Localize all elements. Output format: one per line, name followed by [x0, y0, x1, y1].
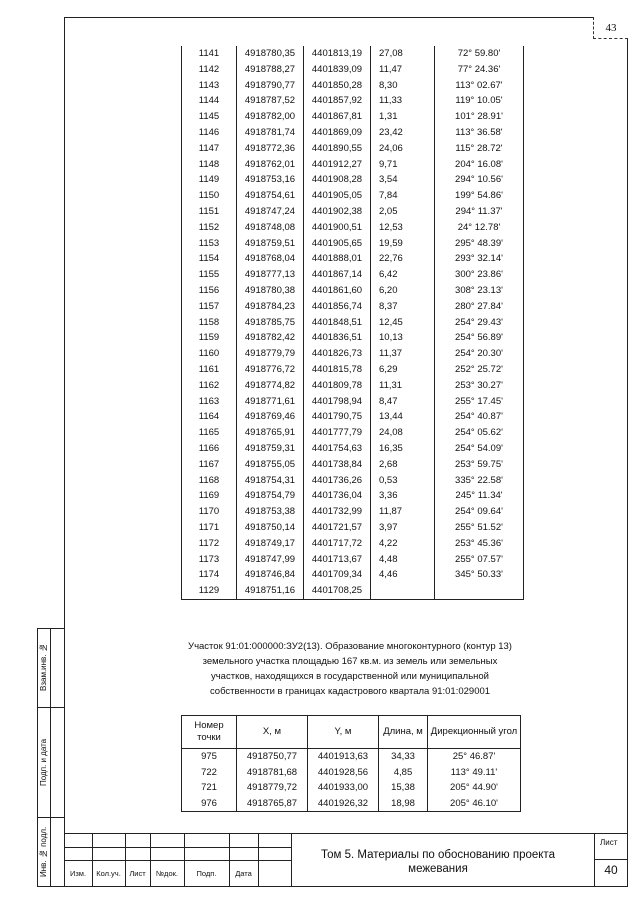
table-cell: 294° 10.56' [435, 172, 524, 188]
table-cell: 4401856,74 [304, 299, 371, 315]
table-cell: 1171 [182, 520, 237, 536]
table-cell: 4401905,05 [304, 188, 371, 204]
table-cell: 254° 09.64' [435, 504, 524, 520]
table-row [182, 457, 524, 473]
table-cell: 4401850,28 [304, 78, 371, 94]
table-cell: 1170 [182, 504, 237, 520]
table-cell: 4401836,51 [304, 330, 371, 346]
table-cell: 6,29 [371, 362, 435, 378]
column-header: X, м [237, 716, 308, 749]
table-cell: 4918754,79 [237, 488, 304, 504]
table-cell: 4918750,14 [237, 520, 304, 536]
table-cell: 12,45 [371, 315, 435, 331]
table-cell: 13,44 [371, 409, 435, 425]
table-cell: 1169 [182, 488, 237, 504]
table-cell: 4,48 [371, 552, 435, 568]
table-cell: 4918759,31 [237, 441, 304, 457]
table-cell: 113° 49.11' [428, 765, 521, 781]
table-cell: 3,97 [371, 520, 435, 536]
table-cell: 115° 28.72' [435, 141, 524, 157]
table-cell: 1146 [182, 125, 237, 141]
table-row [182, 780, 521, 796]
table-row [182, 583, 524, 599]
table-row [182, 567, 524, 583]
title-block-col-label: Лист [129, 869, 146, 878]
boundary-coordinates-table [181, 46, 524, 600]
table-cell: 4918771,61 [237, 394, 304, 410]
table-cell: 4401900,51 [304, 220, 371, 236]
table-row [182, 93, 524, 109]
table-row [182, 188, 524, 204]
table-cell: 4918751,16 [237, 583, 304, 599]
table-cell: 255° 07.57' [435, 552, 524, 568]
table-cell: 4918779,79 [237, 346, 304, 362]
table-cell: 4401928,56 [308, 765, 379, 781]
table-cell: 119° 10.05' [435, 93, 524, 109]
table-cell: 1168 [182, 473, 237, 489]
table-cell: 4918746,84 [237, 567, 304, 583]
table-cell: 1166 [182, 441, 237, 457]
table-row [182, 141, 524, 157]
table-row [182, 362, 524, 378]
table-row [182, 536, 524, 552]
table-cell: 1141 [182, 46, 237, 62]
table-cell: 1174 [182, 567, 237, 583]
column-header: Номер точки [182, 716, 237, 749]
table-row [182, 425, 524, 441]
table-cell: 8,47 [371, 394, 435, 410]
table-cell: 1160 [182, 346, 237, 362]
table-cell: 4918754,61 [237, 188, 304, 204]
table-cell: 4401754,63 [304, 441, 371, 457]
table-cell: 4918784,23 [237, 299, 304, 315]
table-row [182, 441, 524, 457]
table-cell: 1167 [182, 457, 237, 473]
table-cell: 1151 [182, 204, 237, 220]
table-cell: 4401890,55 [304, 141, 371, 157]
table-cell: 255° 51.52' [435, 520, 524, 536]
table-cell: 4918787,52 [237, 93, 304, 109]
table-cell: 4918754,31 [237, 473, 304, 489]
table-cell: 4401790,75 [304, 409, 371, 425]
table-row [182, 488, 524, 504]
table-cell: 204° 16.08' [435, 157, 524, 173]
table-row [182, 172, 524, 188]
table-row [182, 62, 524, 78]
table-cell: 4918765,91 [237, 425, 304, 441]
column-header: Длина, м [379, 716, 428, 749]
table-cell: 101° 28.91' [435, 109, 524, 125]
plot-description: Участок 91:01:000000:ЗУ2(13). Образование многоконтурного (контур 13) земельного участка площадью 167 кв.м. из земель или земельных участков, находящихся в государственной или муниципальной собственности в границах кадастрового квартала 91:01:029001 [188, 641, 512, 697]
table-cell: 4918772,36 [237, 141, 304, 157]
table-cell: 113° 02.67' [435, 78, 524, 94]
title-block-col-label: Изм. [69, 869, 87, 878]
table-cell: 12,53 [371, 220, 435, 236]
frame-border-bottom [37, 886, 628, 887]
table-row [182, 330, 524, 346]
table-cell: 4401732,99 [304, 504, 371, 520]
table-cell: 3,36 [371, 488, 435, 504]
side-label-signature-date: Подп. и дата [39, 738, 48, 786]
table-cell: 254° 29.43' [435, 315, 524, 331]
table-cell: 1149 [182, 172, 237, 188]
table-cell: 975 [182, 749, 237, 765]
table-cell: 4401905,65 [304, 236, 371, 252]
title-block-line [64, 860, 291, 861]
table-cell: 4918785,75 [237, 315, 304, 331]
table-cell: 254° 20.30' [435, 346, 524, 362]
table-cell: 24,06 [371, 141, 435, 157]
table-cell: 4918776,72 [237, 362, 304, 378]
table-row [182, 346, 524, 362]
table-cell: 19,59 [371, 236, 435, 252]
table-cell: 254° 56.89' [435, 330, 524, 346]
side-label-replacement-inv: Взам.инв. № [39, 643, 48, 692]
table-cell: 11,31 [371, 378, 435, 394]
table-cell: 7,84 [371, 188, 435, 204]
table-cell: 253° 59.75' [435, 457, 524, 473]
title-block-col-label: Дата [235, 869, 252, 878]
table-cell: 4401809,78 [304, 378, 371, 394]
table-cell: 11,33 [371, 93, 435, 109]
table-cell: 11,37 [371, 346, 435, 362]
table-row [182, 236, 524, 252]
table-cell: 294° 11.37' [435, 204, 524, 220]
table-cell: 4918747,24 [237, 204, 304, 220]
table-cell: 4918759,51 [237, 236, 304, 252]
table-cell [435, 583, 524, 599]
table-cell: 199° 54.86' [435, 188, 524, 204]
table-row [182, 204, 524, 220]
title-block-col-label: Кол.уч. [96, 869, 121, 878]
table-cell: 4918748,08 [237, 220, 304, 236]
table-cell: 976 [182, 796, 237, 812]
table-cell: 4401867,14 [304, 267, 371, 283]
table-cell: 4918788,27 [237, 62, 304, 78]
table-cell: 1144 [182, 93, 237, 109]
title-block-line [92, 833, 93, 886]
table-cell: 4918780,38 [237, 283, 304, 299]
table-cell: 1129 [182, 583, 237, 599]
table-cell: 293° 32.14' [435, 251, 524, 267]
title-block-line [150, 833, 151, 886]
side-label-original-inv: Инв. № подл. [39, 826, 48, 877]
title-block-line [64, 847, 291, 848]
table-cell: 4401861,60 [304, 283, 371, 299]
table-cell: 295° 48.39' [435, 236, 524, 252]
title-block-col-label: Подп. [196, 869, 217, 878]
table-cell: 113° 36.58' [435, 125, 524, 141]
table-cell: 4401708,25 [304, 583, 371, 599]
title-block-line [229, 833, 230, 886]
table-cell: 4918790,77 [237, 78, 304, 94]
table-cell: 4401869,09 [304, 125, 371, 141]
table-cell: 22,76 [371, 251, 435, 267]
title-block-line [594, 859, 628, 860]
table-cell: 253° 45.36' [435, 536, 524, 552]
table-cell: 4918780,35 [237, 46, 304, 62]
table-cell: 23,42 [371, 125, 435, 141]
table-cell: 4,46 [371, 567, 435, 583]
table-cell: 1150 [182, 188, 237, 204]
table-cell: 4401913,63 [308, 749, 379, 765]
table-cell: 1157 [182, 299, 237, 315]
table-cell: 721 [182, 780, 237, 796]
frame-border-right [627, 38, 628, 887]
table-row [182, 46, 524, 62]
plot-coordinates-table [181, 715, 521, 812]
title-block-line [258, 833, 259, 886]
table-row [182, 394, 524, 410]
table-row [182, 765, 521, 781]
table-cell: 4918781,68 [237, 765, 308, 781]
sheet-number: 40 [604, 863, 618, 877]
title-block-line [125, 833, 126, 886]
table-cell: 1156 [182, 283, 237, 299]
table-cell: 4918762,01 [237, 157, 304, 173]
table-cell: 4,22 [371, 536, 435, 552]
title-block-line [184, 833, 185, 886]
table-row [182, 299, 524, 315]
table-row [182, 378, 524, 394]
table-row [182, 520, 524, 536]
table-cell: 4401798,94 [304, 394, 371, 410]
table-cell: 4401857,92 [304, 93, 371, 109]
title-block-line [594, 833, 595, 886]
table-cell: 9,71 [371, 157, 435, 173]
table-cell: 8,30 [371, 78, 435, 94]
column-header: Y, м [308, 716, 379, 749]
column-header: Дирекционный угол [428, 716, 521, 749]
title-block-line [64, 833, 628, 834]
table-cell: 11,47 [371, 62, 435, 78]
table-cell: 1147 [182, 141, 237, 157]
table-cell: 1154 [182, 251, 237, 267]
table-cell: 4918782,00 [237, 109, 304, 125]
table-cell: 3,54 [371, 172, 435, 188]
title-block-col-label: №док. [156, 869, 178, 878]
table-cell: 4918750,77 [237, 749, 308, 765]
table-cell: 254° 40.87' [435, 409, 524, 425]
table-cell: 254° 54.09' [435, 441, 524, 457]
table-cell: 4401813,19 [304, 46, 371, 62]
table-row [182, 504, 524, 520]
table-row [182, 409, 524, 425]
table-row [182, 220, 524, 236]
table-cell: 4401736,04 [304, 488, 371, 504]
table-cell: 4401902,38 [304, 204, 371, 220]
table-cell: 1162 [182, 378, 237, 394]
table-cell: 1145 [182, 109, 237, 125]
table-cell: 4918769,46 [237, 409, 304, 425]
table-cell: 6,20 [371, 283, 435, 299]
table-cell: 254° 05.62' [435, 425, 524, 441]
table-cell: 280° 27.84' [435, 299, 524, 315]
table-cell: 245° 11.34' [435, 488, 524, 504]
table-cell: 4918749,17 [237, 536, 304, 552]
table-cell: 4401713,67 [304, 552, 371, 568]
table-cell: 4401839,09 [304, 62, 371, 78]
table-cell: 1,31 [371, 109, 435, 125]
table-cell: 4918777,13 [237, 267, 304, 283]
table-cell: 4918781,74 [237, 125, 304, 141]
sheet-label: Лист [600, 838, 618, 847]
table-cell: 1163 [182, 394, 237, 410]
table-cell: 4,85 [379, 765, 428, 781]
table-cell: 1172 [182, 536, 237, 552]
table-cell: 4918765,87 [237, 796, 308, 812]
corner-page-number: 43 [593, 17, 628, 39]
table-cell: 4401709,34 [304, 567, 371, 583]
table-cell: 4918755,05 [237, 457, 304, 473]
table-cell: 345° 50.33' [435, 567, 524, 583]
table-cell: 4401738,84 [304, 457, 371, 473]
table-cell: 2,05 [371, 204, 435, 220]
table-row [182, 267, 524, 283]
table-cell: 4401933,00 [308, 780, 379, 796]
table-cell: 1165 [182, 425, 237, 441]
table-row [182, 473, 524, 489]
table-cell: 25° 46.87' [428, 749, 521, 765]
table-cell: 300° 23.86' [435, 267, 524, 283]
table-cell: 10,13 [371, 330, 435, 346]
table-row [182, 552, 524, 568]
table-cell: 2,68 [371, 457, 435, 473]
table-cell: 252° 25.72' [435, 362, 524, 378]
table-row [182, 78, 524, 94]
table-cell: 72° 59.80' [435, 46, 524, 62]
table-cell: 1152 [182, 220, 237, 236]
table-cell: 1143 [182, 78, 237, 94]
table-cell [371, 583, 435, 599]
table-cell: 4918753,38 [237, 504, 304, 520]
table-row [182, 109, 524, 125]
table-cell: 205° 46.10' [428, 796, 521, 812]
table-cell: 1164 [182, 409, 237, 425]
table-cell: 77° 24.36' [435, 62, 524, 78]
table-cell: 1158 [182, 315, 237, 331]
table-cell: 4401815,78 [304, 362, 371, 378]
table-cell: 335° 22.58' [435, 473, 524, 489]
table-row [182, 251, 524, 267]
table-cell: 4401912,27 [304, 157, 371, 173]
table-cell: 1173 [182, 552, 237, 568]
table-cell: 4401826,73 [304, 346, 371, 362]
table-cell: 34,33 [379, 749, 428, 765]
table-cell: 4918779,72 [237, 780, 308, 796]
table-row [182, 796, 521, 812]
table-cell: 4918768,04 [237, 251, 304, 267]
table-cell: 1148 [182, 157, 237, 173]
table-cell: 8,37 [371, 299, 435, 315]
table-cell: 4401777,79 [304, 425, 371, 441]
table-cell: 1161 [182, 362, 237, 378]
document-title: Том 5. Материалы по обоснованию проекта межевания [321, 849, 555, 875]
table-cell: 0,53 [371, 473, 435, 489]
table-cell: 24° 12.78' [435, 220, 524, 236]
table-row [182, 315, 524, 331]
table-cell: 16,35 [371, 441, 435, 457]
frame-border-top [64, 17, 594, 18]
table-cell: 253° 30.27' [435, 378, 524, 394]
table-cell: 4918753,16 [237, 172, 304, 188]
table-cell: 308° 23.13' [435, 283, 524, 299]
table-row [182, 157, 524, 173]
table-cell: 205° 44.90' [428, 780, 521, 796]
table-row [182, 283, 524, 299]
table-cell: 4401717,72 [304, 536, 371, 552]
table-cell: 1155 [182, 267, 237, 283]
table-row [182, 749, 521, 765]
table-cell: 27,08 [371, 46, 435, 62]
table-cell: 4918747,99 [237, 552, 304, 568]
table-cell: 4401888,01 [304, 251, 371, 267]
table-cell: 1153 [182, 236, 237, 252]
table-cell: 1142 [182, 62, 237, 78]
side-stamp-divider [50, 628, 51, 886]
table-cell: 722 [182, 765, 237, 781]
table-cell: 4401848,51 [304, 315, 371, 331]
table-cell: 4401721,57 [304, 520, 371, 536]
table-cell: 24,08 [371, 425, 435, 441]
table-cell: 1159 [182, 330, 237, 346]
table-cell: 18,98 [379, 796, 428, 812]
table-row [182, 125, 524, 141]
table-cell: 4401908,28 [304, 172, 371, 188]
table-cell: 15,38 [379, 780, 428, 796]
table-cell: 4401926,32 [308, 796, 379, 812]
table-cell: 4918782,42 [237, 330, 304, 346]
table-cell: 6,42 [371, 267, 435, 283]
table-cell: 4918774,82 [237, 378, 304, 394]
table-cell: 4401736,26 [304, 473, 371, 489]
table-cell: 255° 17.45' [435, 394, 524, 410]
table-cell: 4401867,81 [304, 109, 371, 125]
table-cell: 11,87 [371, 504, 435, 520]
